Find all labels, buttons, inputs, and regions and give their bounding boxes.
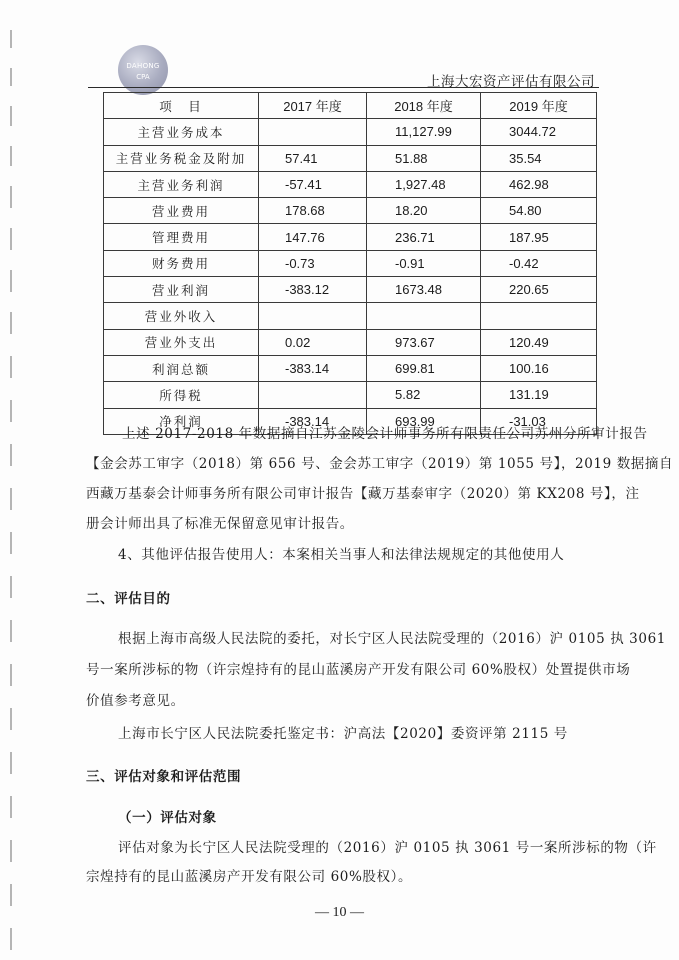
cell-2019: 462.98 [481, 171, 597, 197]
table-row [104, 171, 597, 197]
cell-2017: -383.14 [259, 408, 367, 434]
cell-2019: 220.65 [481, 277, 597, 303]
cell-2018: 51.88 [367, 145, 481, 171]
header-2019: 2019 年度 [481, 93, 597, 119]
purpose-line-1: 根据上海市高级人民法院的委托，对长宁区人民法院受理的（2016）沪 0105 执 3061 [118, 631, 666, 647]
purpose-line-3: 价值参考意见。 [86, 693, 185, 709]
table-row [104, 382, 597, 408]
cell-2019: 131.19 [481, 382, 597, 408]
cell-2018: 699.81 [367, 355, 481, 381]
purpose-line-2: 号一案所涉标的物（许宗煌持有的昆山蓝溪房产开发有限公司 60%股权）处置提供市场 [86, 662, 631, 678]
object-line-1: 评估对象为长宁区人民法院受理的（2016）沪 0105 执 3061 号一案所涉标的物（许 [118, 840, 657, 856]
row-item: 营业费用 [104, 198, 259, 224]
cell-2019 [481, 303, 597, 329]
cell-2019: 187.95 [481, 224, 597, 250]
cell-2017: -383.14 [259, 355, 367, 381]
table-row [104, 119, 597, 145]
cell-2017 [259, 382, 367, 408]
page-number: — 10 — [315, 905, 364, 920]
header-item: 项 目 [104, 93, 259, 119]
cell-2019: 100.16 [481, 355, 597, 381]
cell-2019: 120.49 [481, 329, 597, 355]
cell-2019: -31.03 [481, 408, 597, 434]
cell-2018 [367, 303, 481, 329]
cell-2018: 11,127.99 [367, 119, 481, 145]
table-row [104, 355, 597, 381]
cell-2019: 35.54 [481, 145, 597, 171]
cell-2019: -0.42 [481, 250, 597, 276]
row-item: 营业外收入 [104, 303, 259, 329]
cell-2017: 0.02 [259, 329, 367, 355]
table-row [104, 277, 597, 303]
subsection-1-title: （一）评估对象 [118, 810, 217, 826]
other-users-item: 4、其他评估报告使用人：本案相关当事人和法律法规规定的其他使用人 [118, 547, 565, 563]
table-row [104, 303, 597, 329]
cell-2018: 973.67 [367, 329, 481, 355]
row-item: 财务费用 [104, 250, 259, 276]
row-item: 净利润 [104, 408, 259, 434]
binding-marks [0, 0, 30, 960]
table-row [104, 329, 597, 355]
source-note-line-4: 册会计师出具了标准无保留意见审计报告。 [86, 516, 354, 532]
table-row [104, 224, 597, 250]
section-3-title: 三、评估对象和评估范围 [86, 769, 242, 785]
entrustment-reference: 上海市长宁区人民法院委托鉴定书：沪高法【2020】委资评第 2115 号 [118, 726, 568, 742]
section-2-title: 二、评估目的 [86, 591, 171, 607]
cell-2018: 18.20 [367, 198, 481, 224]
cell-2018: 236.71 [367, 224, 481, 250]
source-note-line-3: 西藏万基泰会计师事务所有限公司审计报告【藏万基泰审字（2020）第 KX208 号】，注 [86, 486, 640, 502]
cell-2017 [259, 119, 367, 145]
table-row [104, 145, 597, 171]
row-item: 营业外支出 [104, 329, 259, 355]
row-item: 主营业务成本 [104, 119, 259, 145]
cell-2017 [259, 303, 367, 329]
logo-text-bottom: CPA [136, 73, 150, 81]
cell-2017: -383.12 [259, 277, 367, 303]
cell-2017: -0.73 [259, 250, 367, 276]
cell-2019: 54.80 [481, 198, 597, 224]
cell-2018: 5.82 [367, 382, 481, 408]
row-item: 主营业务税金及附加 [104, 145, 259, 171]
table-header-row [104, 93, 597, 119]
cell-2018: -0.91 [367, 250, 481, 276]
logo-text-top: DAHONG [126, 62, 160, 70]
row-item: 管理费用 [104, 224, 259, 250]
header-2017: 2017 年度 [259, 93, 367, 119]
cell-2017: 178.68 [259, 198, 367, 224]
table-row [104, 198, 597, 224]
company-name: 上海大宏资产评估有限公司 [427, 74, 595, 90]
cell-2017: -57.41 [259, 171, 367, 197]
cell-2018: 1673.48 [367, 277, 481, 303]
object-line-2: 宗煌持有的昆山蓝溪房产开发有限公司 60%股权）。 [86, 869, 413, 885]
cell-2018: 1,927.48 [367, 171, 481, 197]
cell-2017: 147.76 [259, 224, 367, 250]
source-note-line-1: 上述 2017-2018 年数据摘自江苏金陵会计师事务所有限责任公司苏州分所审计报告 [122, 426, 648, 442]
row-item: 主营业务利润 [104, 171, 259, 197]
header-2018: 2018 年度 [367, 93, 481, 119]
row-item: 所得税 [104, 382, 259, 408]
financial-table [103, 92, 597, 435]
header-rule [88, 87, 599, 88]
cell-2019: 3044.72 [481, 119, 597, 145]
source-note-line-2: 【金会苏工审字（2018）第 656 号、金会苏工审字（2019）第 1055 号】，2019 数据摘自 [86, 456, 674, 472]
cell-2017: 57.41 [259, 145, 367, 171]
table-row [104, 250, 597, 276]
row-item: 利润总额 [104, 355, 259, 381]
cell-2018: 693.99 [367, 408, 481, 434]
row-item: 营业利润 [104, 277, 259, 303]
